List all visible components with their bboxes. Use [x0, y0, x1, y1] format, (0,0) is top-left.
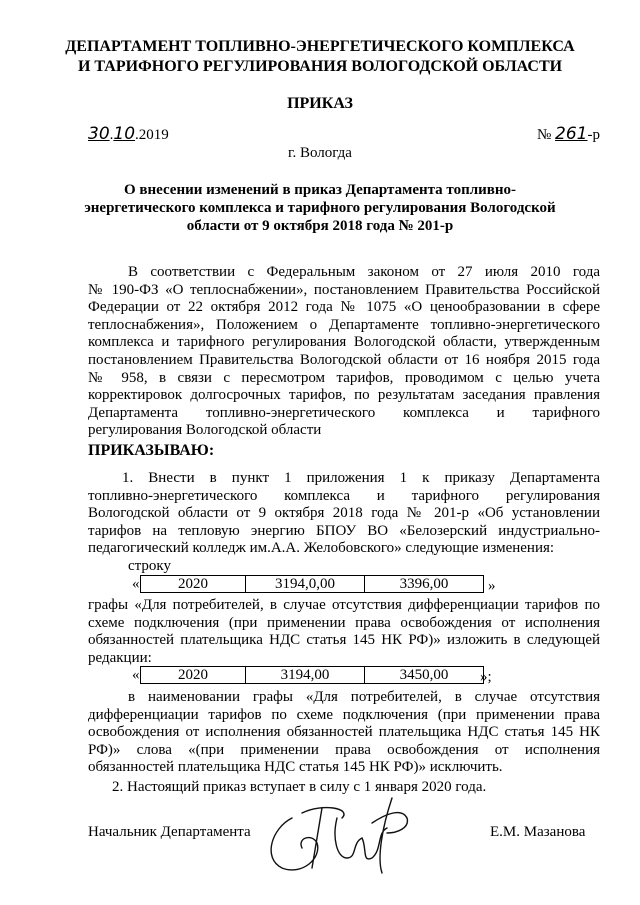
old-value-1-cell: 3194,0,00: [246, 576, 365, 593]
table-new-open-quote: «: [132, 667, 140, 683]
department-name-line-2: И ТАРИФНОГО РЕГУЛИРОВАНИЯ ВОЛОГОДСКОЙ ОБЛАСТИ: [77, 58, 563, 75]
date-year: .2019: [135, 127, 169, 143]
new-value-1-cell: 3194,00: [246, 667, 365, 684]
preamble: В соответствии с Федеральным законом от 27 июля 2010 года № 190-ФЗ «О теплоснабжении», постановлением Правительства Российской Федерации от 22 октября 2012 года № 1075 «О ценообразовании в сфере теплоснабжения», Положением о Департаменте топливно-энергетического комплекса и тарифного регулирования Вологодской области, утвержденным постановлением Правительства Вологодской области от 16 ноября 2015 года № 958, в связи с пересмотром тарифов, проводимом с целью учета корректировок долгосрочных тарифов, по результатам заседания правления Департамента топливно-энергетического комплекса и тарифного регулирования Вологодской области: [88, 264, 600, 439]
item-2: 2. Настоящий приказ вступает в силу с 1 января 2020 года.: [112, 779, 487, 795]
document-date: 30.10.2019: [88, 124, 169, 144]
order-word: ПРИКАЗЫВАЮ:: [88, 442, 215, 459]
table-old-close-quote: »: [488, 578, 496, 594]
old-value-2-cell: 3396,00: [365, 576, 484, 593]
table-row: [141, 576, 484, 593]
table-new-close-quote: »;: [480, 669, 492, 685]
signatory-name: Е.М. Мазанова: [490, 824, 586, 840]
city: г. Вологда: [288, 145, 352, 161]
subject-title: О внесении изменений в приказ Департамента топливно- энергетического комплекса и тарифного регулирования Вологодской области от 9 октября 2018 года № 201-р: [84, 182, 556, 234]
handwritten-signature: [262, 788, 422, 878]
department-name-line-1: ДЕПАРТАМЕНТ ТОПЛИВНО-ЭНЕРГЕТИЧЕСКОГО КОМПЛЕКСА: [65, 38, 575, 55]
new-values-table: [140, 666, 484, 684]
document-number: № 261-р: [536, 124, 600, 144]
date-day: 30: [88, 124, 110, 144]
old-year-cell: 2020: [141, 576, 246, 593]
item-1: 1. Внести в пункт 1 приложения 1 к приказу Департамента топливно-энергетического комплекса и тарифного регулирования Вологодской области от 9 октября 2018 года № 201-р «Об установлении тарифов на тепловую энергию БПОУ ВО «Белозерский индустриально- педагогический колледж им.А.А. Желобовского» следующие изменения:: [88, 470, 600, 557]
new-year-cell: 2020: [141, 667, 246, 684]
old-values-table: [140, 575, 484, 593]
rename-paragraph: в наименовании графы «Для потребителей, в случае отсутствия дифференциации тарифов по схеме подключения (при применении права освобождения от исполнения обязанностей плательщика НДС статья 145 НК РФ)» слова «(при применении права освобождения от исполнения обязанностей плательщика НДС статья 145 НК РФ)» исключить.: [88, 689, 600, 776]
columns-paragraph: графы «Для потребителей, в случае отсутствия дифференциации тарифов по схеме подключения (при применении права освобождения от исполнения обязанностей плательщика НДС статья 145 НК РФ)» изложить в следующей редакции:: [88, 597, 600, 666]
document-type: ПРИКАЗ: [287, 95, 353, 112]
table-old-open-quote: «: [132, 576, 140, 592]
row-word: строку: [128, 558, 171, 574]
date-month: 10: [113, 124, 136, 144]
new-value-2-cell: 3450,00: [365, 667, 484, 684]
signatory-title: Начальник Департамента: [88, 824, 251, 840]
table-row: [141, 667, 484, 684]
number-value: 261: [555, 124, 588, 144]
